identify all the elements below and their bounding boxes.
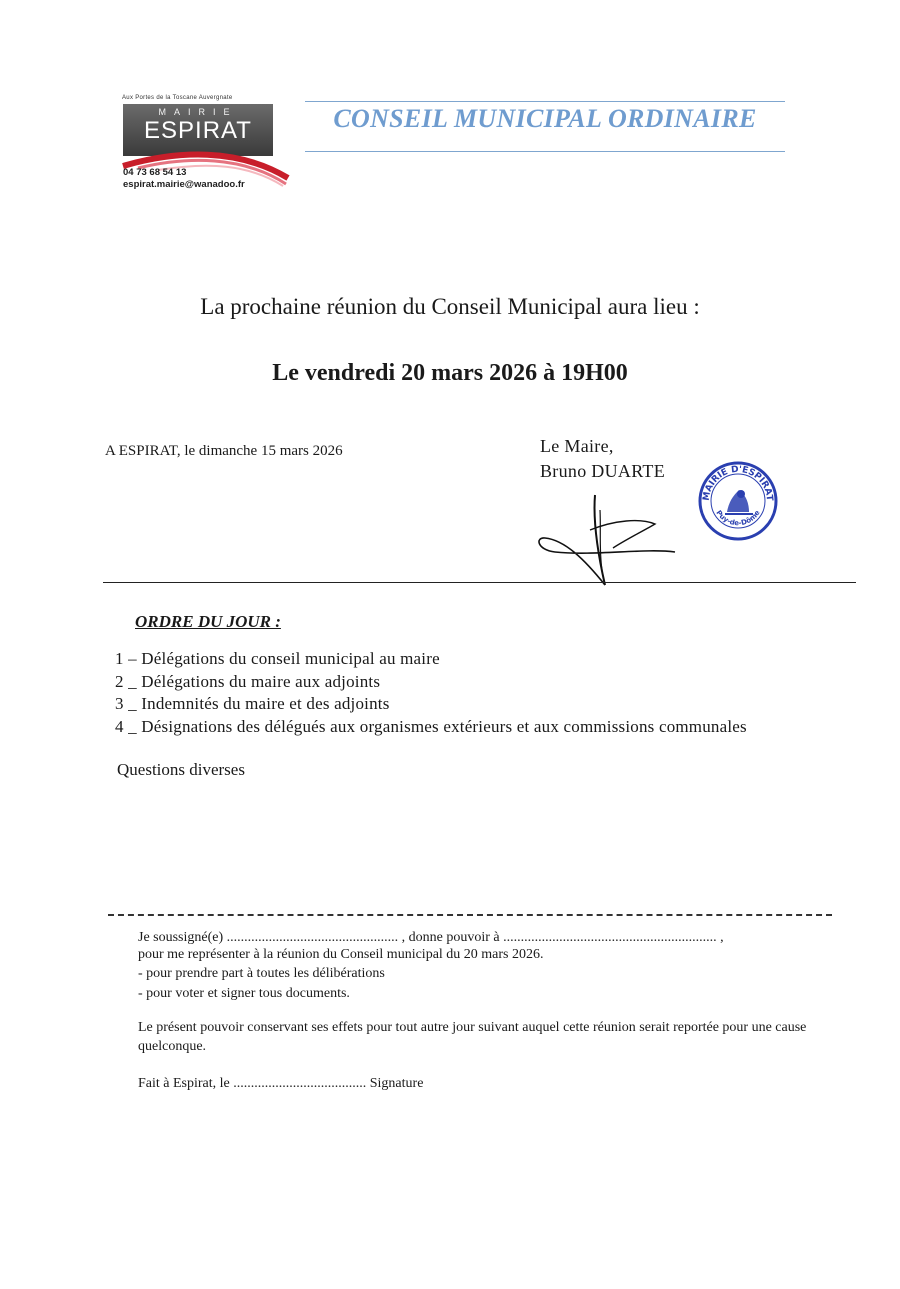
mayor-title: Le Maire, xyxy=(540,436,614,456)
proxy-line-represent: pour me représenter à la réunion du Conseil municipal du 20 mars 2026. xyxy=(138,947,544,962)
agenda-item: 3 _ Indemnités du maire et des adjoints xyxy=(115,694,390,713)
proxy-line-deliberations: - pour prendre part à toutes les délibérations xyxy=(138,966,385,981)
cut-line xyxy=(108,914,832,916)
header-rule-bottom xyxy=(305,151,785,152)
proxy-line-vote: - pour voter et signer tous documents. xyxy=(138,986,350,1001)
mayor-name: Bruno DUARTE xyxy=(540,461,666,481)
logo-email: espirat.mairie@wanadoo.fr xyxy=(123,179,245,190)
page-title: CONSEIL MUNICIPAL ORDINAIRE xyxy=(333,104,757,133)
place-and-date: A ESPIRAT, le dimanche 15 mars 2026 xyxy=(105,443,343,459)
meeting-datetime: Le vendredi 20 mars 2026 à 19H00 xyxy=(272,360,628,386)
logo-tagline: Aux Portes de la Toscane Auvergnate xyxy=(122,95,233,101)
agenda-item: 4 _ Désignations des délégués aux organismes extérieurs et aux commissions communales xyxy=(115,716,747,736)
logo-phone: 04 73 68 54 13 xyxy=(123,167,187,178)
announcement-intro: La prochaine réunion du Conseil Municipal aura lieu : xyxy=(200,294,700,319)
section-divider xyxy=(103,582,856,583)
proxy-line-undersigned: Je soussigné(e) ................................................. , donne pouvoir à ............................................................. , xyxy=(138,930,724,945)
town-seal-icon xyxy=(697,460,779,542)
agenda-item: 1 – Délégations du conseil municipal au maire xyxy=(115,649,440,668)
svg-text:MAIRIE D'ESPIRAT: MAIRIE D'ESPIRAT xyxy=(701,464,775,502)
logo-town-name: ESPIRAT xyxy=(144,117,252,144)
logo-mairie-label: MAIRIE xyxy=(158,107,238,117)
agenda-list xyxy=(115,648,747,738)
signature-icon xyxy=(535,490,685,590)
agenda-item: 2 _ Délégations du maire aux adjoints xyxy=(115,671,381,691)
agenda-title: ORDRE DU JOUR : xyxy=(135,612,281,631)
proxy-signature-line: Fait à Espirat, le ...................................... Signature xyxy=(138,1076,424,1091)
proxy-validity-paragraph: Le présent pouvoir conservant ses effets pour tout autre jour suivant auquel cette réunion serait reportée pour une cause quelconque. xyxy=(138,1020,807,1054)
header-rule-top xyxy=(305,101,785,102)
agenda-questions: Questions diverses xyxy=(117,760,245,779)
svg-text:Puy-de-Dôme: Puy-de-Dôme xyxy=(714,508,762,528)
